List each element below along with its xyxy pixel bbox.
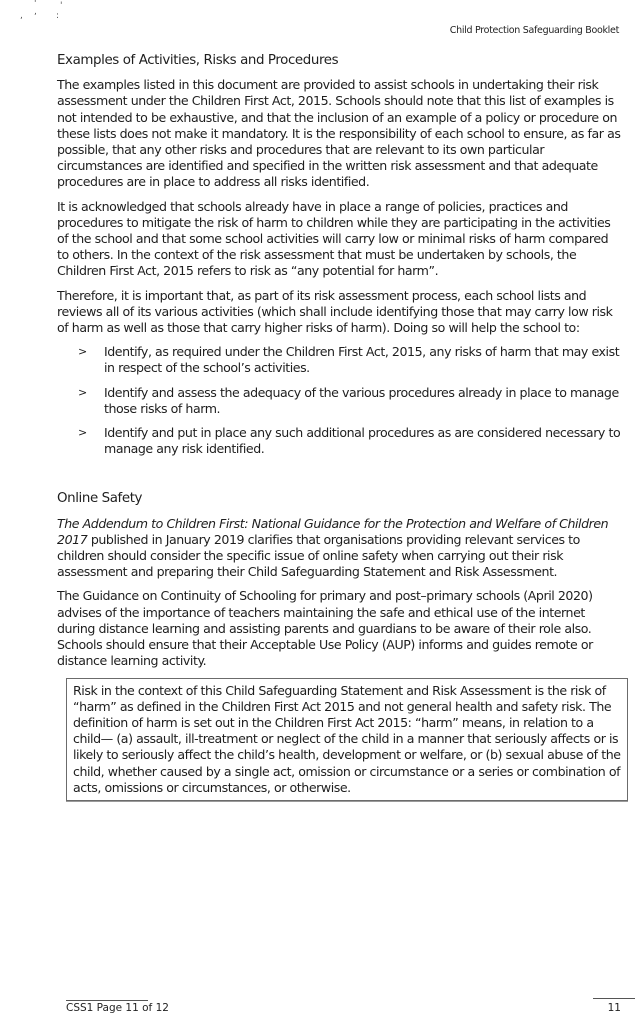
chevron-right-icon: > [78,385,87,399]
list-item [57,385,623,417]
page-number: 11 [607,1002,621,1014]
section-spacer [57,465,623,491]
footer-rule [66,1000,148,1001]
list-item-text: Identify and put in place any such additional procedures as are considered necessary to manage any risk identified. [104,425,621,457]
paragraph: The Guidance on Continuity of Schooling for primary and post–primary schools (April 2020) advises of the importance of teachers maintaining the safe and ethical use of the internet during distance learning and assisting parents and guardians to be aware of their role also. Schools should ensure that their Acceptable Use Policy (AUP) informs and guides remote or distance learning activity. [57,588,593,669]
footer-rule [593,998,635,999]
list-item-text: Identify and assess the adequacy of the various procedures already in place to manage those risks of harm. [104,384,619,416]
chevron-right-icon: > [78,345,87,359]
footer-page-label: CSS1 Page 11 of 12 [66,1002,169,1014]
addendum-title: The Addendum to Children First: National Guidance for the Protection and Welfare of Children 2017 [57,515,609,547]
paragraph-text: published in January 2019 clarifies that organisations providing relevant services to children should consider the specific issue of online safety when carrying out their risk assessment and preparing their Child Safeguarding Statement and Risk Assessment. [57,531,580,580]
definition-text: Risk in the context of this Child Safeguarding Statement and Risk Assessment is the risk of “harm” as defined in the Children First Act 2015 and not general health and safety risk. The definition of harm is set out in the Children First Act 2015: “harm” means, in relation to a child— (a) assault, ill-treatment or neglect of the child in a manner that seriously affects or is likely to seriously affect the child’s health, development or welfare, or (b) sexual abuse of the child, whether caused by a single act, omission or circumstance or a series or combination of acts, omissions or circumstances, or otherwise. [73,682,621,795]
bullet-list [57,344,623,457]
chevron-right-icon: > [78,426,87,440]
page-content [57,53,623,801]
paragraph: The examples listed in this document are provided to assist schools in undertaking their risk assessment under the Children First Act, 2015. Schools should note that this list of examples is not intended to be exhaustive, and that the inclusion of an example of a policy or procedure on these lists does not make it mandatory. It is the responsibility of each school to ensure, as far as possible, that any other risks and procedures that are relevant to its own particular circumstances are identified and specified in the written risk assessment and that adequate procedures are in place to address all risks identified. [57,77,621,190]
section-heading-activities: Examples of Activities, Risks and Procedures [57,53,339,68]
paragraph [57,516,623,581]
running-header: Child Protection Safeguarding Booklet [449,25,619,36]
list-item [57,344,623,376]
list-item [57,425,623,457]
list-item-text: Identify, as required under the Children First Act, 2015, any risks of harm that may exist in respect of the school’s activities. [104,344,620,376]
paragraph: It is acknowledged that schools already have in place a range of policies, practices and procedures to mitigate the risk of harm to children while they are participating in the activities of the school and that some school activities will carry low or minimal risks of harm compared to others. In the context of the risk assessment that must be undertaken by schools, the Children First Act, 2015 refers to risk as “any potential for harm”. [57,198,611,279]
section-heading-online-safety: Online Safety [57,491,143,507]
paragraph: Therefore, it is important that, as part of its risk assessment process, each school lists and reviews all of its various activities (which shall include identifying those that may carry low risk of harm as well as those that carry higher risks of harm). Doing so will help the school to: [57,287,613,336]
definition-box [66,678,628,801]
